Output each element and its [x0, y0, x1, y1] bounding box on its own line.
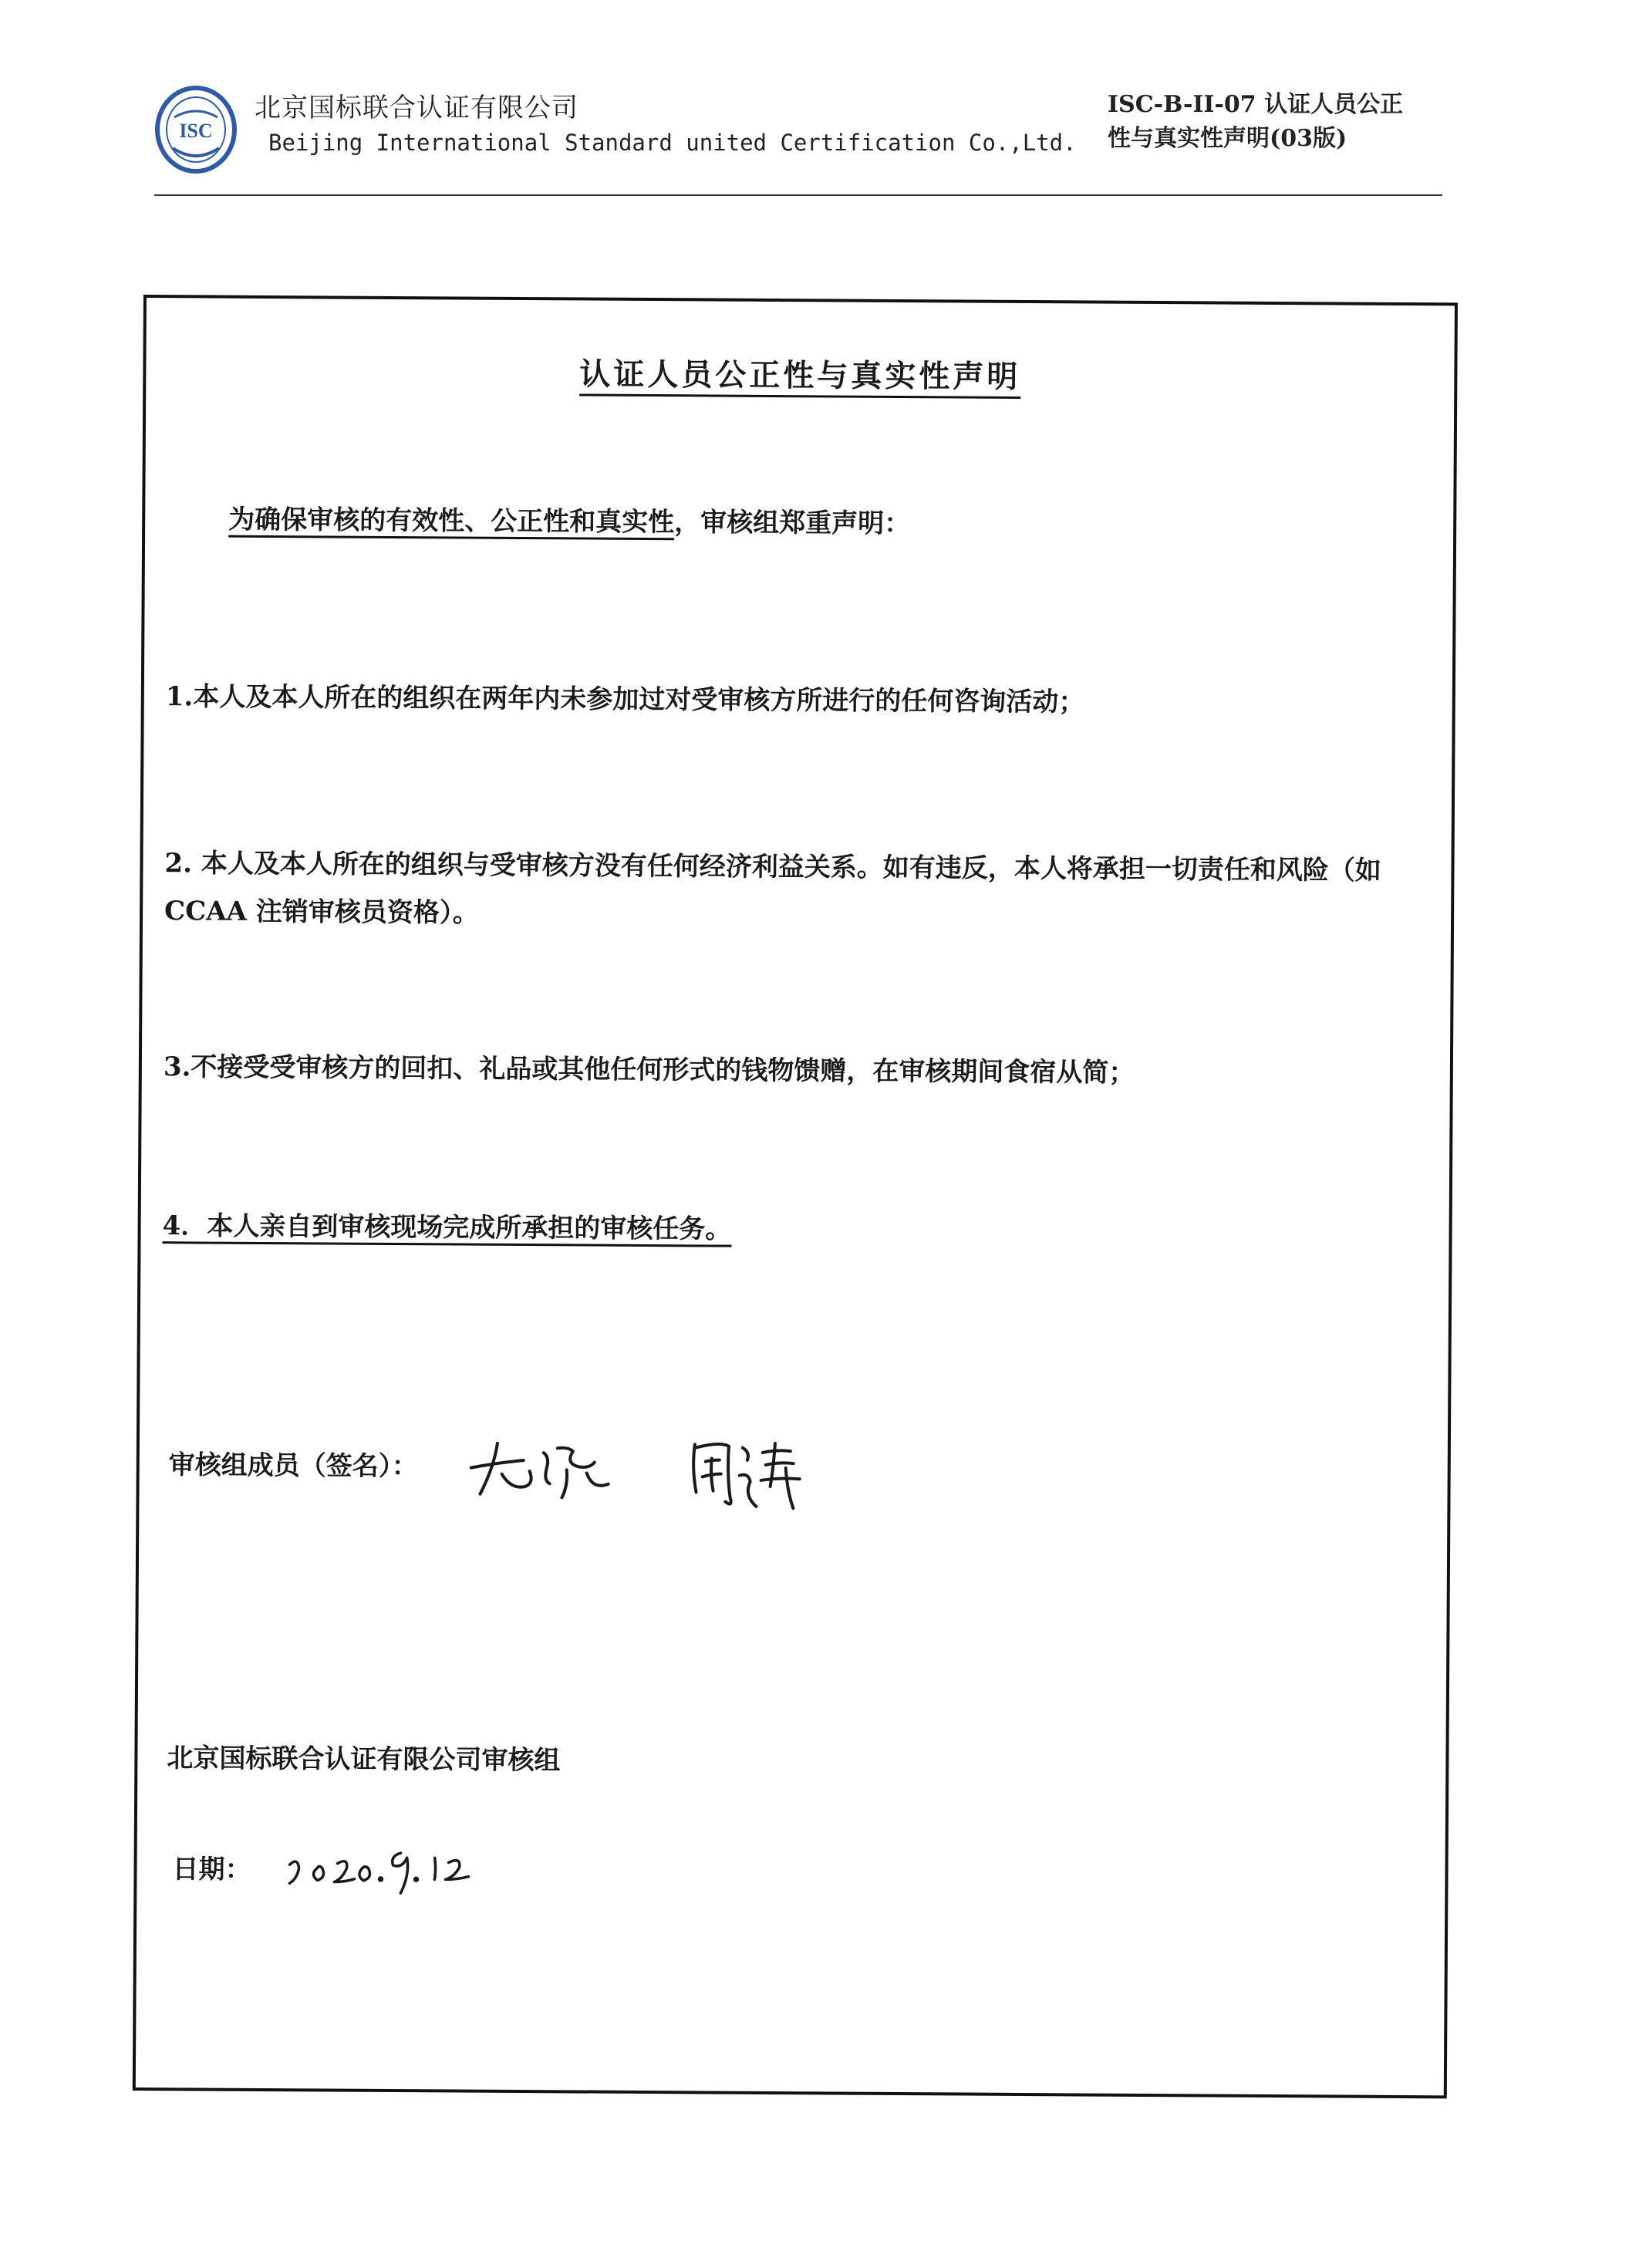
declaration-item-3: 3.不接受受审核方的回扣、礼品或其他任何形式的钱物馈赠，在审核期间食宿从简；: [163, 1051, 1135, 1088]
company-logo: [154, 83, 238, 174]
declaration-item-1: 1.本人及本人所在的组织在两年内未参加过对受审核方所进行的任何咨询活动；: [165, 681, 1085, 718]
audit-members-label: 审核组成员（签名）：: [168, 1450, 418, 1483]
document-code: [1108, 88, 1432, 156]
declaration-item-4-text: 4．本人亲自到审核现场完成所承担的审核任务。: [162, 1210, 731, 1247]
date-label: 日期：: [172, 1854, 251, 1885]
handwritten-date: [283, 1834, 499, 1897]
declaration-title: [146, 347, 1454, 399]
declaration-item-4: [162, 1202, 731, 1254]
declaration-title-text: 认证人员公正性与真实性声明: [579, 356, 1020, 398]
audit-group-organization: 北京国标联合认证有限公司审核组: [167, 1743, 561, 1777]
handwritten-signatures: [463, 1420, 895, 1515]
header-divider: [154, 194, 1442, 196]
document-code-line-1: ISC-B-II-07 认证人员公正: [1108, 91, 1404, 118]
intro-underlined-text: 为确保审核的有效性、公正性和真实性: [228, 505, 674, 541]
logo-text: ISC: [179, 120, 213, 142]
intro-rest-text: ，审核组郑重声明：: [674, 507, 911, 540]
document-code-line-2: 性与真实性声明(03版): [1108, 125, 1347, 152]
company-name-en: Beijing International Standard united Certification Co.,Ltd.: [268, 130, 1077, 156]
company-name-cn: 北京国标联合认证有限公司: [255, 93, 578, 123]
declaration-box: [133, 295, 1458, 2098]
declaration-item-2: 2. 本人及本人所在的组织与受审核方没有任何经济利益关系。如有违反，本人将承担一切责任和风险（如 CCAA 注销审核员资格）。: [164, 848, 1381, 929]
declaration-intro: [228, 496, 910, 548]
